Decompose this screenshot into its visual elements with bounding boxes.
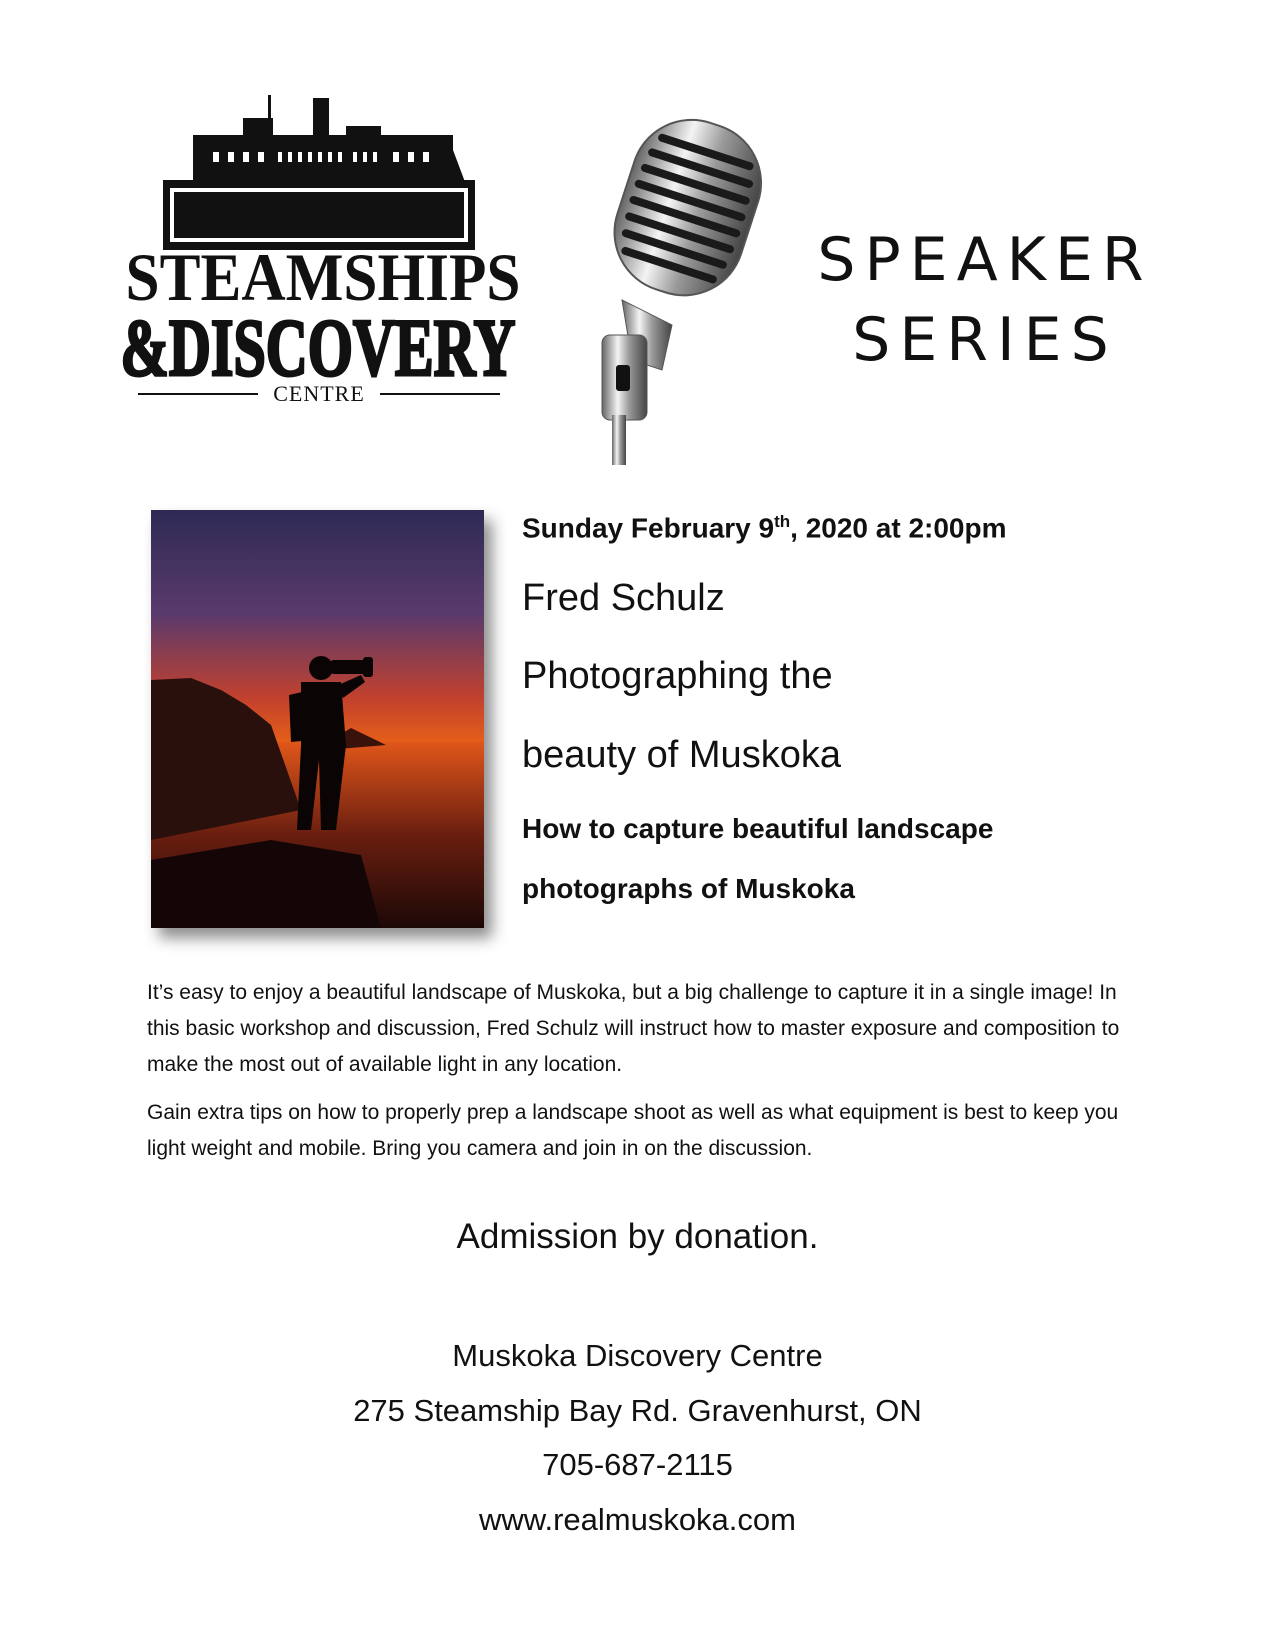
talk-subtitle-line2: photographs of Muskoka bbox=[522, 873, 855, 904]
talk-title-line2: beauty of Muskoka bbox=[522, 734, 841, 776]
speaker-name: Fred Schulz bbox=[522, 577, 725, 619]
venue-phone: 705-687-2115 bbox=[542, 1447, 733, 1482]
talk-subtitle-line1: How to capture beautiful landscape bbox=[522, 813, 994, 844]
logo-line-steamships: STEAMSHIPS bbox=[125, 239, 521, 315]
logo-line-centre: CENTRE bbox=[273, 381, 365, 406]
steamship-logo-icon bbox=[178, 95, 468, 190]
photographer-silhouette-image bbox=[151, 510, 484, 928]
description-paragraph-2: Gain extra tips on how to properly prep a landscape shoot as well as what equipment is best to keep you light weight and mobile. Bring you camera and join in on the discussion. bbox=[147, 1101, 1119, 1160]
logo-line-muskoka: MUSKOKA bbox=[200, 195, 438, 240]
description-paragraph-1: It’s easy to enjoy a beautiful landscape of Muskoka, but a big challenge to capture it in a single image! In this basic workshop and discussion, Fred Schulz will instruct how to master exposure and composition to make the most out of available light in any location. bbox=[147, 981, 1120, 1076]
speaker-heading: SPEAKER bbox=[817, 225, 1153, 295]
venue-address: 275 Steamship Bay Rd. Gravenhurst, ON bbox=[353, 1393, 922, 1428]
admission-note: Admission by donation. bbox=[456, 1217, 819, 1256]
microphone-icon bbox=[582, 110, 782, 465]
venue-website: www.realmuskoka.com bbox=[479, 1502, 796, 1537]
venue-name: Muskoka Discovery Centre bbox=[452, 1338, 823, 1373]
event-date: Sunday February 9th, 2020 at 2:00pm bbox=[522, 512, 1007, 544]
talk-title-line1: Photographing the bbox=[522, 655, 833, 697]
logo-line-discovery: &DISCOVERY bbox=[120, 302, 516, 393]
muskoka-steamships-logo bbox=[118, 90, 548, 430]
series-heading: SERIES bbox=[852, 305, 1118, 375]
